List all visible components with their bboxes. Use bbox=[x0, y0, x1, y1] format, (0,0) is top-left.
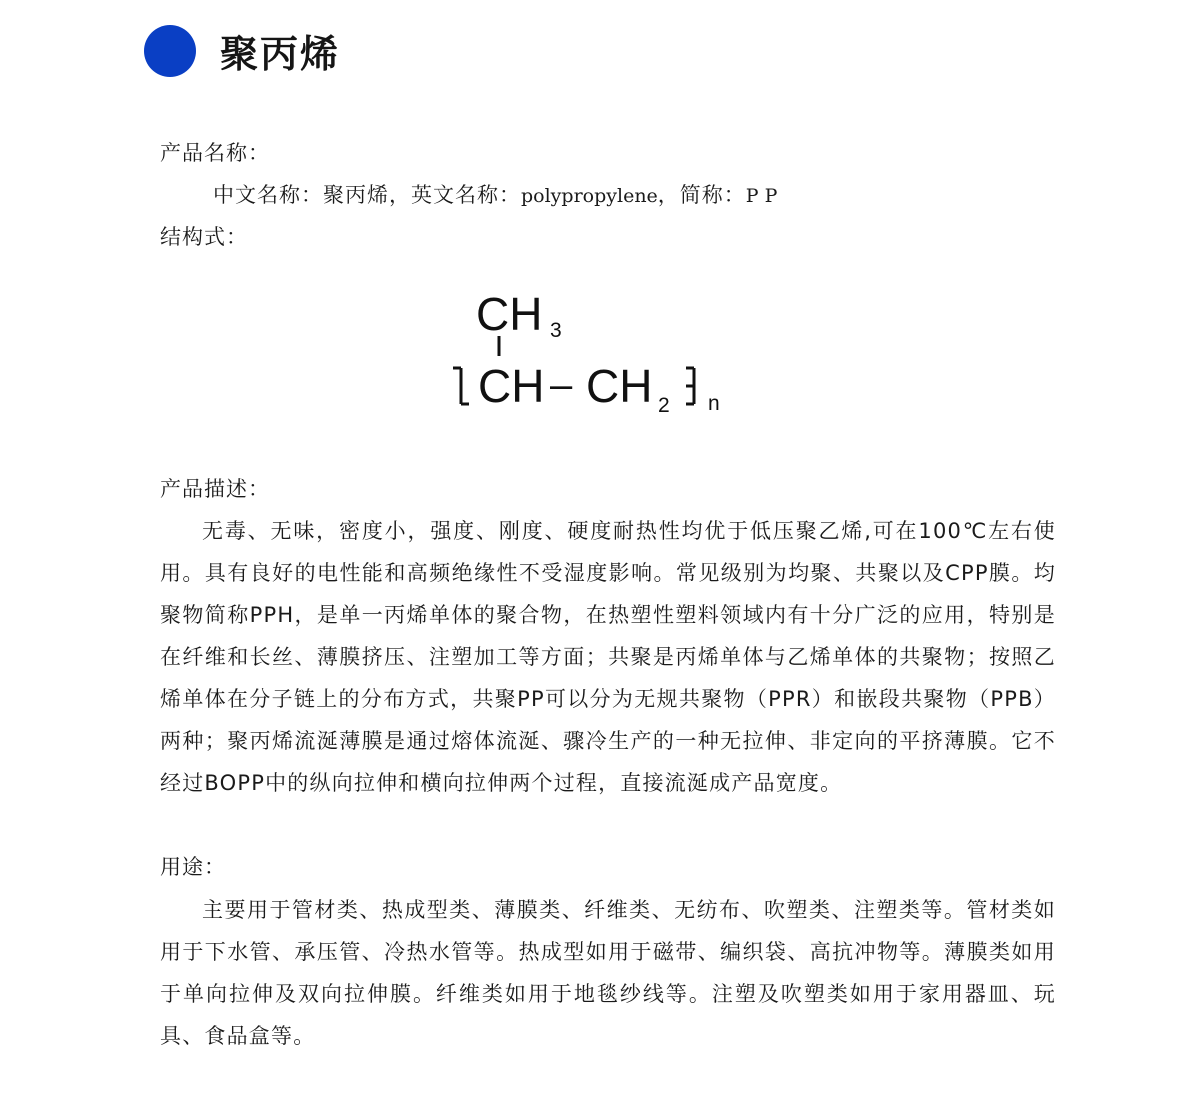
page-title: 聚丙烯 bbox=[220, 32, 341, 76]
backbone-bond: – bbox=[550, 363, 573, 407]
backbone-ch2-subscript: 2 bbox=[658, 394, 670, 417]
header-bullet-dot bbox=[144, 25, 196, 77]
usage-paragraph: 主要用于管材类、热成型类、薄膜类、纤维类、无纺布、吹塑类、注塑类等。管材类如用于下水管、承压管、冷热水管等。热成型如用于磁带、编织袋、高抗冲物等。薄膜类如用于单向拉伸及双向拉伸膜。纤维类如用于地毯纱线等。注塑及吹塑类如用于家用器皿、玩具、食品盒等。 bbox=[160, 898, 1056, 1048]
repeat-subscript: n bbox=[708, 392, 720, 415]
side-group-ch: CH bbox=[476, 288, 543, 340]
abbr-label: 简称： bbox=[679, 183, 746, 207]
en-name-label: 英文名称： bbox=[411, 183, 521, 207]
structure-label: 结构式： bbox=[160, 225, 248, 249]
backbone-ch2: CH bbox=[586, 360, 653, 412]
en-name-value: polypropylene bbox=[521, 185, 658, 207]
product-name-label: 产品名称： bbox=[160, 141, 270, 165]
structural-formula bbox=[440, 280, 760, 430]
cn-name-value: 聚丙烯， bbox=[323, 183, 411, 207]
abbr-value: P P bbox=[745, 185, 778, 207]
product-name-line bbox=[213, 180, 777, 211]
description-paragraph: 无毒、无味，密度小，强度、刚度、硬度耐热性均优于低压聚乙烯,可在100℃左右使用。具有良好的电性能和高频绝缘性不受湿度影响。常见级别为均聚、共聚以及CPP膜。均聚物简称PPH，是单一丙烯单体的聚合物，在热塑性塑料领域内有十分广泛的应用，特别是在纤维和长丝、薄膜挤压、注塑加工等方面；共聚是丙烯单体与乙烯单体的共聚物；按照乙烯单体在分子链上的分布方式，共聚PP可以分为无规共聚物（PPR）和嵌段共聚物（PPB）两种；聚丙烯流涎薄膜是通过熔体流涎、骤冷生产的一种无拉伸、非定向的平挤薄膜。它不经过BOPP中的纵向拉伸和横向拉伸两个过程，直接流涎成产品宽度。 bbox=[160, 519, 1056, 795]
side-group-subscript: 3 bbox=[550, 319, 562, 342]
description-label: 产品描述： bbox=[160, 477, 270, 501]
usage-label: 用途： bbox=[160, 855, 226, 879]
abbr-separator: ， bbox=[657, 183, 680, 207]
backbone-ch: CH bbox=[478, 360, 545, 412]
cn-name-label: 中文名称： bbox=[213, 183, 323, 207]
